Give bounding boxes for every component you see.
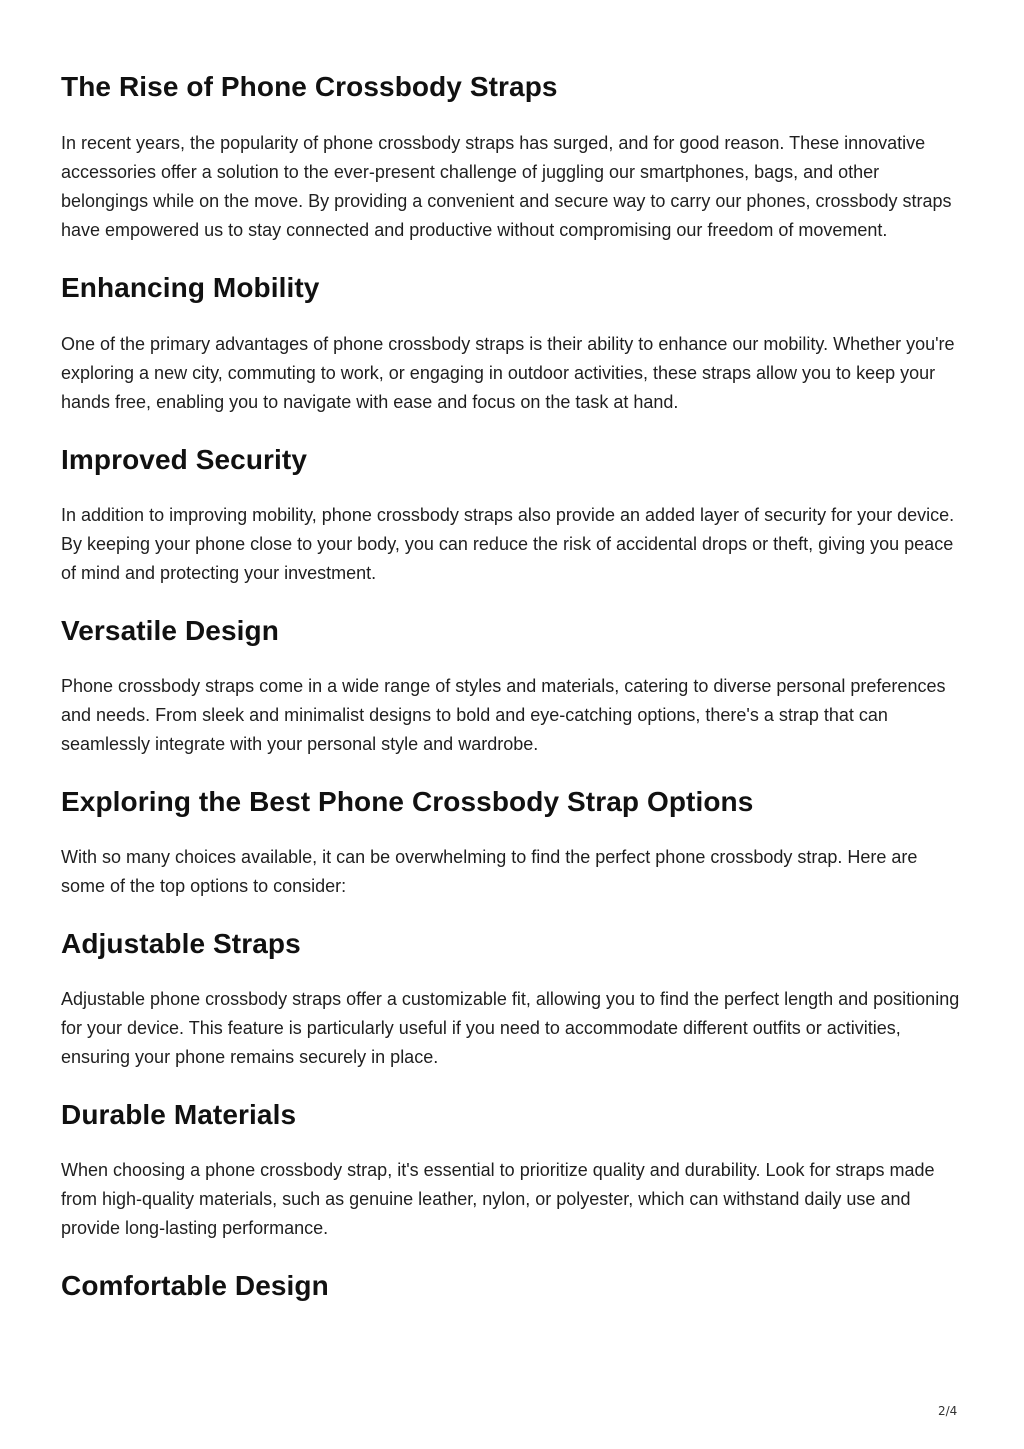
section-adjustable-straps <box>61 928 961 1072</box>
section-heading: Exploring the Best Phone Crossbody Strap Options <box>61 786 754 817</box>
section-heading: Enhancing Mobility <box>61 272 320 303</box>
section-paragraph: Phone crossbody straps come in a wide range of styles and materials, catering to diverse personal preferences and needs. From sleek and minimalist designs to bold and eye-catching options, there's a strap that can seamlessly integrate with your personal style and wardrobe. <box>61 676 946 754</box>
section-versatile-design <box>61 615 961 759</box>
page-number: 2/4 <box>938 1404 958 1418</box>
section-paragraph: In addition to improving mobility, phone crossbody straps also provide an added layer of security for your device. By keeping your phone close to your body, you can reduce the risk of accidental drops or theft, giving you peace of mind and protecting your investment. <box>61 505 955 583</box>
section-durable-materials <box>61 1099 961 1243</box>
section-comfortable-design <box>61 1270 961 1302</box>
section-heading: Durable Materials <box>61 1099 297 1130</box>
section-heading: Comfortable Design <box>61 1270 329 1301</box>
section-heading: Versatile Design <box>61 615 279 646</box>
section-mobility <box>61 272 961 417</box>
section-security <box>61 444 961 588</box>
section-exploring-options <box>61 786 961 901</box>
section-paragraph: One of the primary advantages of phone crossbody straps is their ability to enhance our mobility. Whether you're exploring a new city, commuting to work, or engaging in outdoor activities, these straps allow you to keep your hands free, enabling you to navigate with ease and focus on the task at hand. <box>61 334 955 412</box>
section-paragraph: When choosing a phone crossbody strap, it's essential to prioritize quality and durability. Look for straps made from high-quality materials, such as genuine leather, nylon, or polyester, which can withstand daily use and provide long-lasting performance. <box>61 1160 935 1238</box>
section-heading: Adjustable Straps <box>61 928 301 959</box>
document-page <box>61 0 961 1302</box>
section-heading: Improved Security <box>61 444 308 475</box>
section-heading: The Rise of Phone Crossbody Straps <box>61 71 558 102</box>
section-paragraph: In recent years, the popularity of phone crossbody straps has surged, and for good reason. These innovative accessories offer a solution to the ever-present challenge of juggling our smartphones, bags, and other belongings while on the move. By providing a convenient and secure way to carry our phones, crossbody straps have empowered us to stay connected and productive without compromising our freedom of movement. <box>61 133 952 240</box>
section-rise <box>61 0 961 245</box>
section-paragraph: Adjustable phone crossbody straps offer a customizable fit, allowing you to find the perfect length and positioning for your device. This feature is particularly useful if you need to accommodate different outfits or activities, ensuring your phone remains securely in place. <box>61 989 960 1067</box>
section-paragraph: With so many choices available, it can be overwhelming to find the perfect phone crossbody strap. Here are some of the top options to consider: <box>61 847 918 896</box>
